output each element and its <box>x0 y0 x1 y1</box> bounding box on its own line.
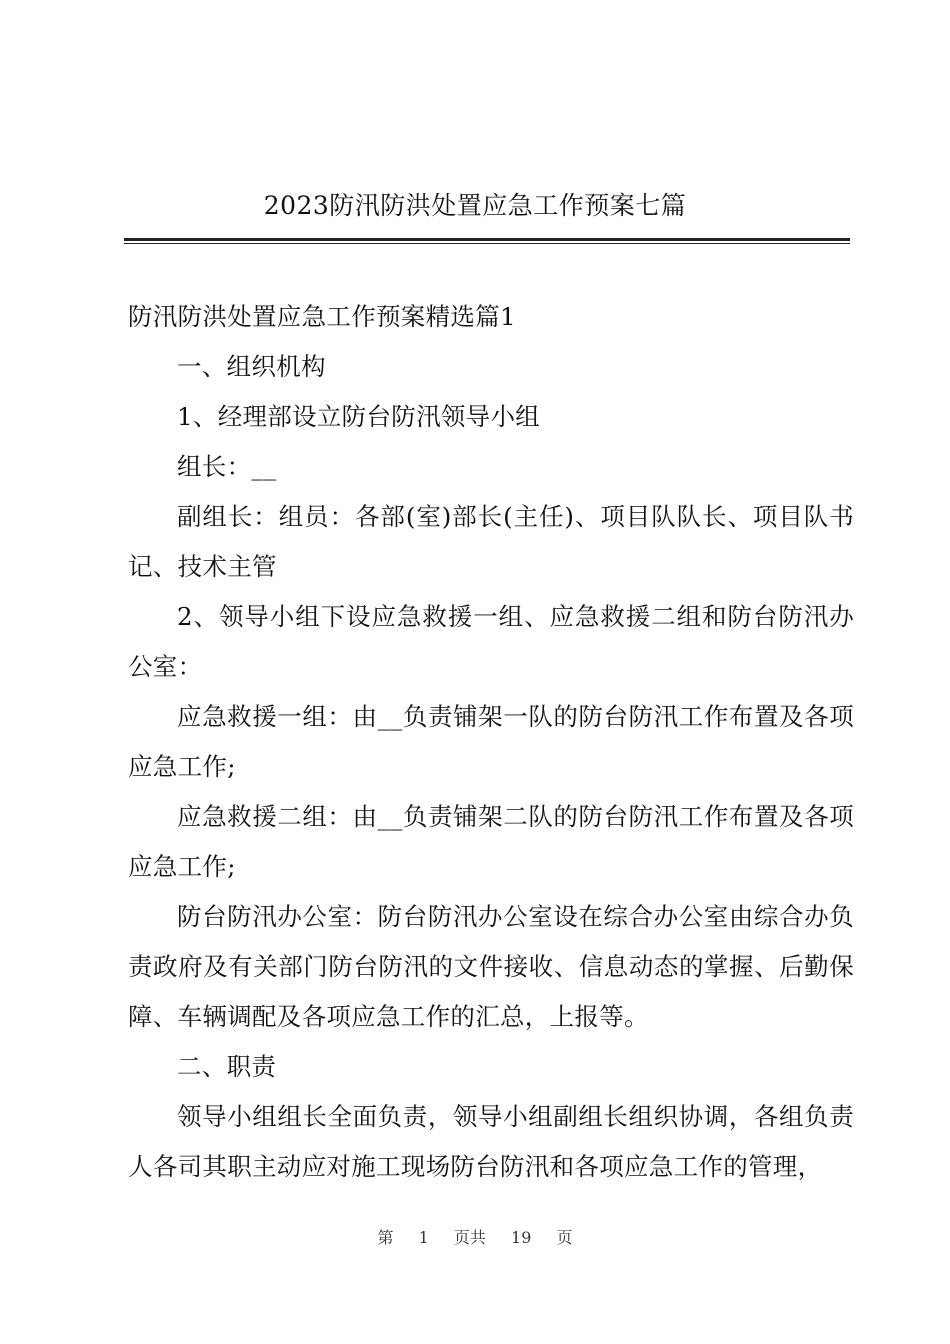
section-heading: 防汛防洪处置应急工作预案精选篇1 <box>128 302 516 331</box>
paragraph: 一、组织机构 <box>177 352 326 381</box>
footer-page-number: 1 <box>418 1228 429 1247</box>
paragraph: 二、职责 <box>177 1052 277 1081</box>
paragraph: 2、领导小组下设应急救援一组、应急救援二组和防台防汛办公室： <box>128 602 854 681</box>
paragraph: 防台防汛办公室：防台防汛办公室设在综合办公室由综合办负责政府及有关部门防台防汛的文件接收、信息动态的掌握、后勤保障、车辆调配及各项应急工作的汇总，上报等。 <box>128 902 854 1031</box>
footer-total-pages: 19 <box>511 1228 532 1247</box>
paragraph: 副组长：组员：各部(室)部长(主任)、项目队队长、项目队书记、技术主管 <box>128 502 854 581</box>
footer-suffix: 页 <box>556 1228 573 1247</box>
paragraph: 1、经理部设立防台防汛领导小组 <box>177 402 541 431</box>
footer-middle: 页共 <box>453 1228 486 1247</box>
page-footer <box>0 1227 950 1249</box>
document-body <box>128 292 854 1192</box>
paragraph: 应急救援一组：由__负责铺架一队的防台防汛工作布置及各项应急工作; <box>128 702 854 781</box>
title-divider <box>124 238 850 241</box>
paragraph: 组长：__ <box>177 452 277 481</box>
paragraph: 领导小组组长全面负责，领导小组副组长组织协调，各组负责人各司其职主动应对施工现场防台防汛和各项应急工作的管理， <box>128 1102 854 1181</box>
paragraph: 应急救援二组：由__负责铺架二队的防台防汛工作布置及各项应急工作; <box>128 802 854 881</box>
footer-prefix: 第 <box>377 1228 394 1247</box>
document-title: 2023防汛防洪处置应急工作预案七篇 <box>263 191 687 220</box>
title-divider-thin <box>124 243 850 244</box>
